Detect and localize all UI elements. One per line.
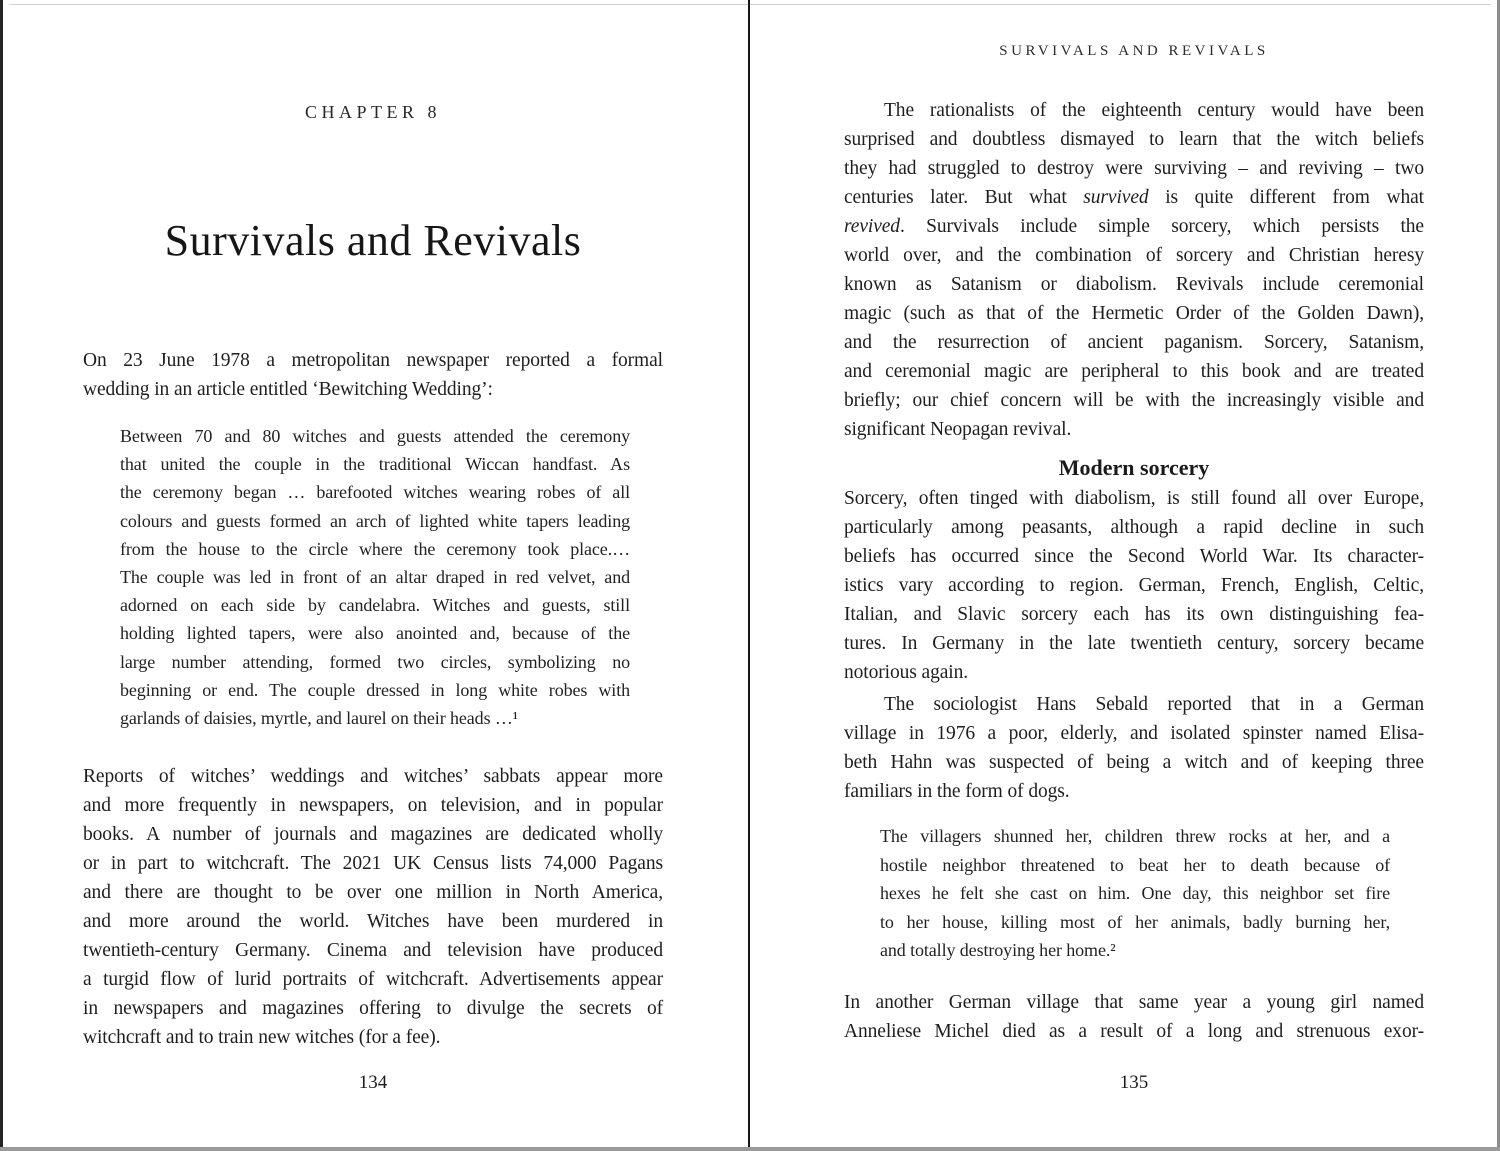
text-line: large number attending, formed two circles, symbolizing no bbox=[120, 651, 630, 672]
text-line: The couple was led in front of an altar draped in red velvet, and bbox=[120, 567, 630, 588]
text-line: a turgid flow of lurid portraits of witchcraft. Advertisements appear bbox=[83, 969, 663, 990]
text-line: significant Neopagan revival. bbox=[844, 419, 1072, 440]
text-line: Between 70 and 80 witches and guests attended the ceremony bbox=[120, 426, 630, 446]
intro-paragraph bbox=[83, 346, 663, 404]
text-line: magic (such as that of the Hermetic Order of the Golden Dawn), bbox=[844, 303, 1424, 324]
scan-left-edge bbox=[0, 0, 3, 1151]
scan-bottom-edge bbox=[0, 1147, 1500, 1151]
text-line: the ceremony began … barefooted witches wearing robes of all bbox=[120, 482, 630, 503]
text-line: and ceremonial magic are peripheral to this book and are treated bbox=[844, 361, 1424, 382]
page-number-right: 135 bbox=[1119, 1072, 1149, 1093]
text-line: and more frequently in newspapers, on television, and in popular bbox=[83, 795, 663, 816]
text-line: beliefs has occurred since the Second World War. Its character- bbox=[844, 546, 1424, 567]
villagers-extract-quote bbox=[880, 822, 1390, 965]
text-line: The rationalists of the eighteenth century would have been bbox=[884, 100, 1424, 121]
text-line: In another German village that same year a young girl named bbox=[844, 992, 1424, 1013]
scan-top-rule bbox=[9, 4, 1491, 5]
text-line: and more around the world. Witches have been murdered in bbox=[83, 911, 663, 932]
text-line: wedding in an article entitled ‘Bewitching Wedding’: bbox=[83, 379, 493, 400]
running-header: SURVIVALS AND REVIVALS bbox=[999, 43, 1269, 59]
text-line: familiars in the form of dogs. bbox=[844, 781, 1070, 802]
text-line: from the house to the circle where the ceremony took place.… bbox=[120, 538, 630, 559]
text-line: The sociologist Hans Sebald reported that in a German bbox=[884, 694, 1424, 715]
text-line: briefly; our chief concern will be with the increasingly visible and bbox=[844, 390, 1424, 411]
text-line: village in 1976 a poor, elderly, and isolated spinster named Elisa- bbox=[844, 723, 1424, 744]
sociologist-paragraph bbox=[844, 690, 1424, 806]
text-line: hostile neighbor threatened to beat her to death because of bbox=[880, 854, 1390, 875]
text-line: and the resurrection of ancient paganism. Sorcery, Satanism, bbox=[844, 332, 1424, 353]
text-line: adorned on each side by candelabra. Witches and guests, still bbox=[120, 595, 630, 616]
text-line: notorious again. bbox=[844, 662, 969, 683]
chapter-label: CHAPTER 8 bbox=[304, 102, 441, 122]
text-line: or in part to witchcraft. The 2021 UK Census lists 74,000 Pagans bbox=[83, 853, 663, 874]
rationalists-paragraph bbox=[844, 96, 1424, 444]
modern-sorcery-paragraph bbox=[844, 484, 1424, 687]
text-line: they had struggled to destroy were surviving – and reviving – two bbox=[844, 158, 1424, 179]
page-gutter-divider bbox=[748, 0, 750, 1147]
text-line: to her house, killing most of her animals, badly burning her, bbox=[880, 911, 1390, 932]
text-line: and totally destroying her home.² bbox=[880, 940, 1116, 960]
section-heading: Modern sorcery bbox=[1058, 455, 1210, 480]
text-line: The villagers shunned her, children threw rocks at her, and a bbox=[880, 826, 1390, 846]
text-line: colours and guests formed an arch of lighted white tapers leading bbox=[120, 510, 630, 531]
text-line: revived. Survivals include simple sorcery, which persists the bbox=[844, 216, 1424, 237]
text-line: witchcraft and to train new witches (for a fee). bbox=[83, 1027, 441, 1048]
text-line: centuries later. But what survived is quite different from what bbox=[844, 187, 1424, 208]
text-line: in newspapers and magazines offering to divulge the secrets of bbox=[83, 998, 663, 1019]
body-paragraph bbox=[83, 762, 663, 1052]
text-line: and there are thought to be over one million in North America, bbox=[83, 882, 663, 903]
text-line: On 23 June 1978 a metropolitan newspaper reported a formal bbox=[83, 350, 663, 371]
text-line: garlands of daisies, myrtle, and laurel on their heads …¹ bbox=[120, 708, 519, 729]
text-line: beth Hahn was suspected of being a witch and of keeping three bbox=[844, 752, 1424, 773]
text-line: hexes he felt she cast on him. One day, this neighbor set fire bbox=[880, 883, 1390, 903]
text-line: istics vary according to region. German, French, English, Celtic, bbox=[844, 575, 1424, 596]
text-line: particularly among peasants, although a rapid decline in such bbox=[844, 517, 1424, 538]
text-line: known as Satanism or diabolism. Revivals include ceremonial bbox=[844, 274, 1424, 295]
text-line: Italian, and Slavic sorcery each has its own distinguishing fea- bbox=[844, 604, 1424, 625]
text-line: twentieth-century Germany. Cinema and television have produced bbox=[83, 940, 663, 961]
wedding-extract-quote bbox=[120, 422, 630, 732]
text-line: that united the couple in the traditional Wiccan handfast. As bbox=[120, 454, 630, 475]
chapter-title: Survivals and Revivals bbox=[164, 216, 582, 265]
text-line: world over, and the combination of sorcery and Christian heresy bbox=[844, 245, 1424, 266]
anneliese-paragraph bbox=[844, 988, 1424, 1046]
text-line: beginning or end. The couple dressed in long white robes with bbox=[120, 679, 630, 700]
text-line: holding lighted tapers, were also anointed and, because of the bbox=[120, 623, 630, 644]
text-line: tures. In Germany in the late twentieth century, sorcery became bbox=[844, 633, 1424, 654]
text-line: books. A number of journals and magazines are dedicated wholly bbox=[83, 824, 663, 845]
text-line: Reports of witches’ weddings and witches’ sabbats appear more bbox=[83, 766, 663, 787]
text-line: surprised and doubtless dismayed to learn that the witch beliefs bbox=[844, 129, 1424, 150]
page-number-left: 134 bbox=[358, 1072, 388, 1093]
text-line: Anneliese Michel died as a result of a long and strenuous exor- bbox=[844, 1021, 1424, 1042]
text-line: Sorcery, often tinged with diabolism, is still found all over Europe, bbox=[844, 488, 1424, 509]
